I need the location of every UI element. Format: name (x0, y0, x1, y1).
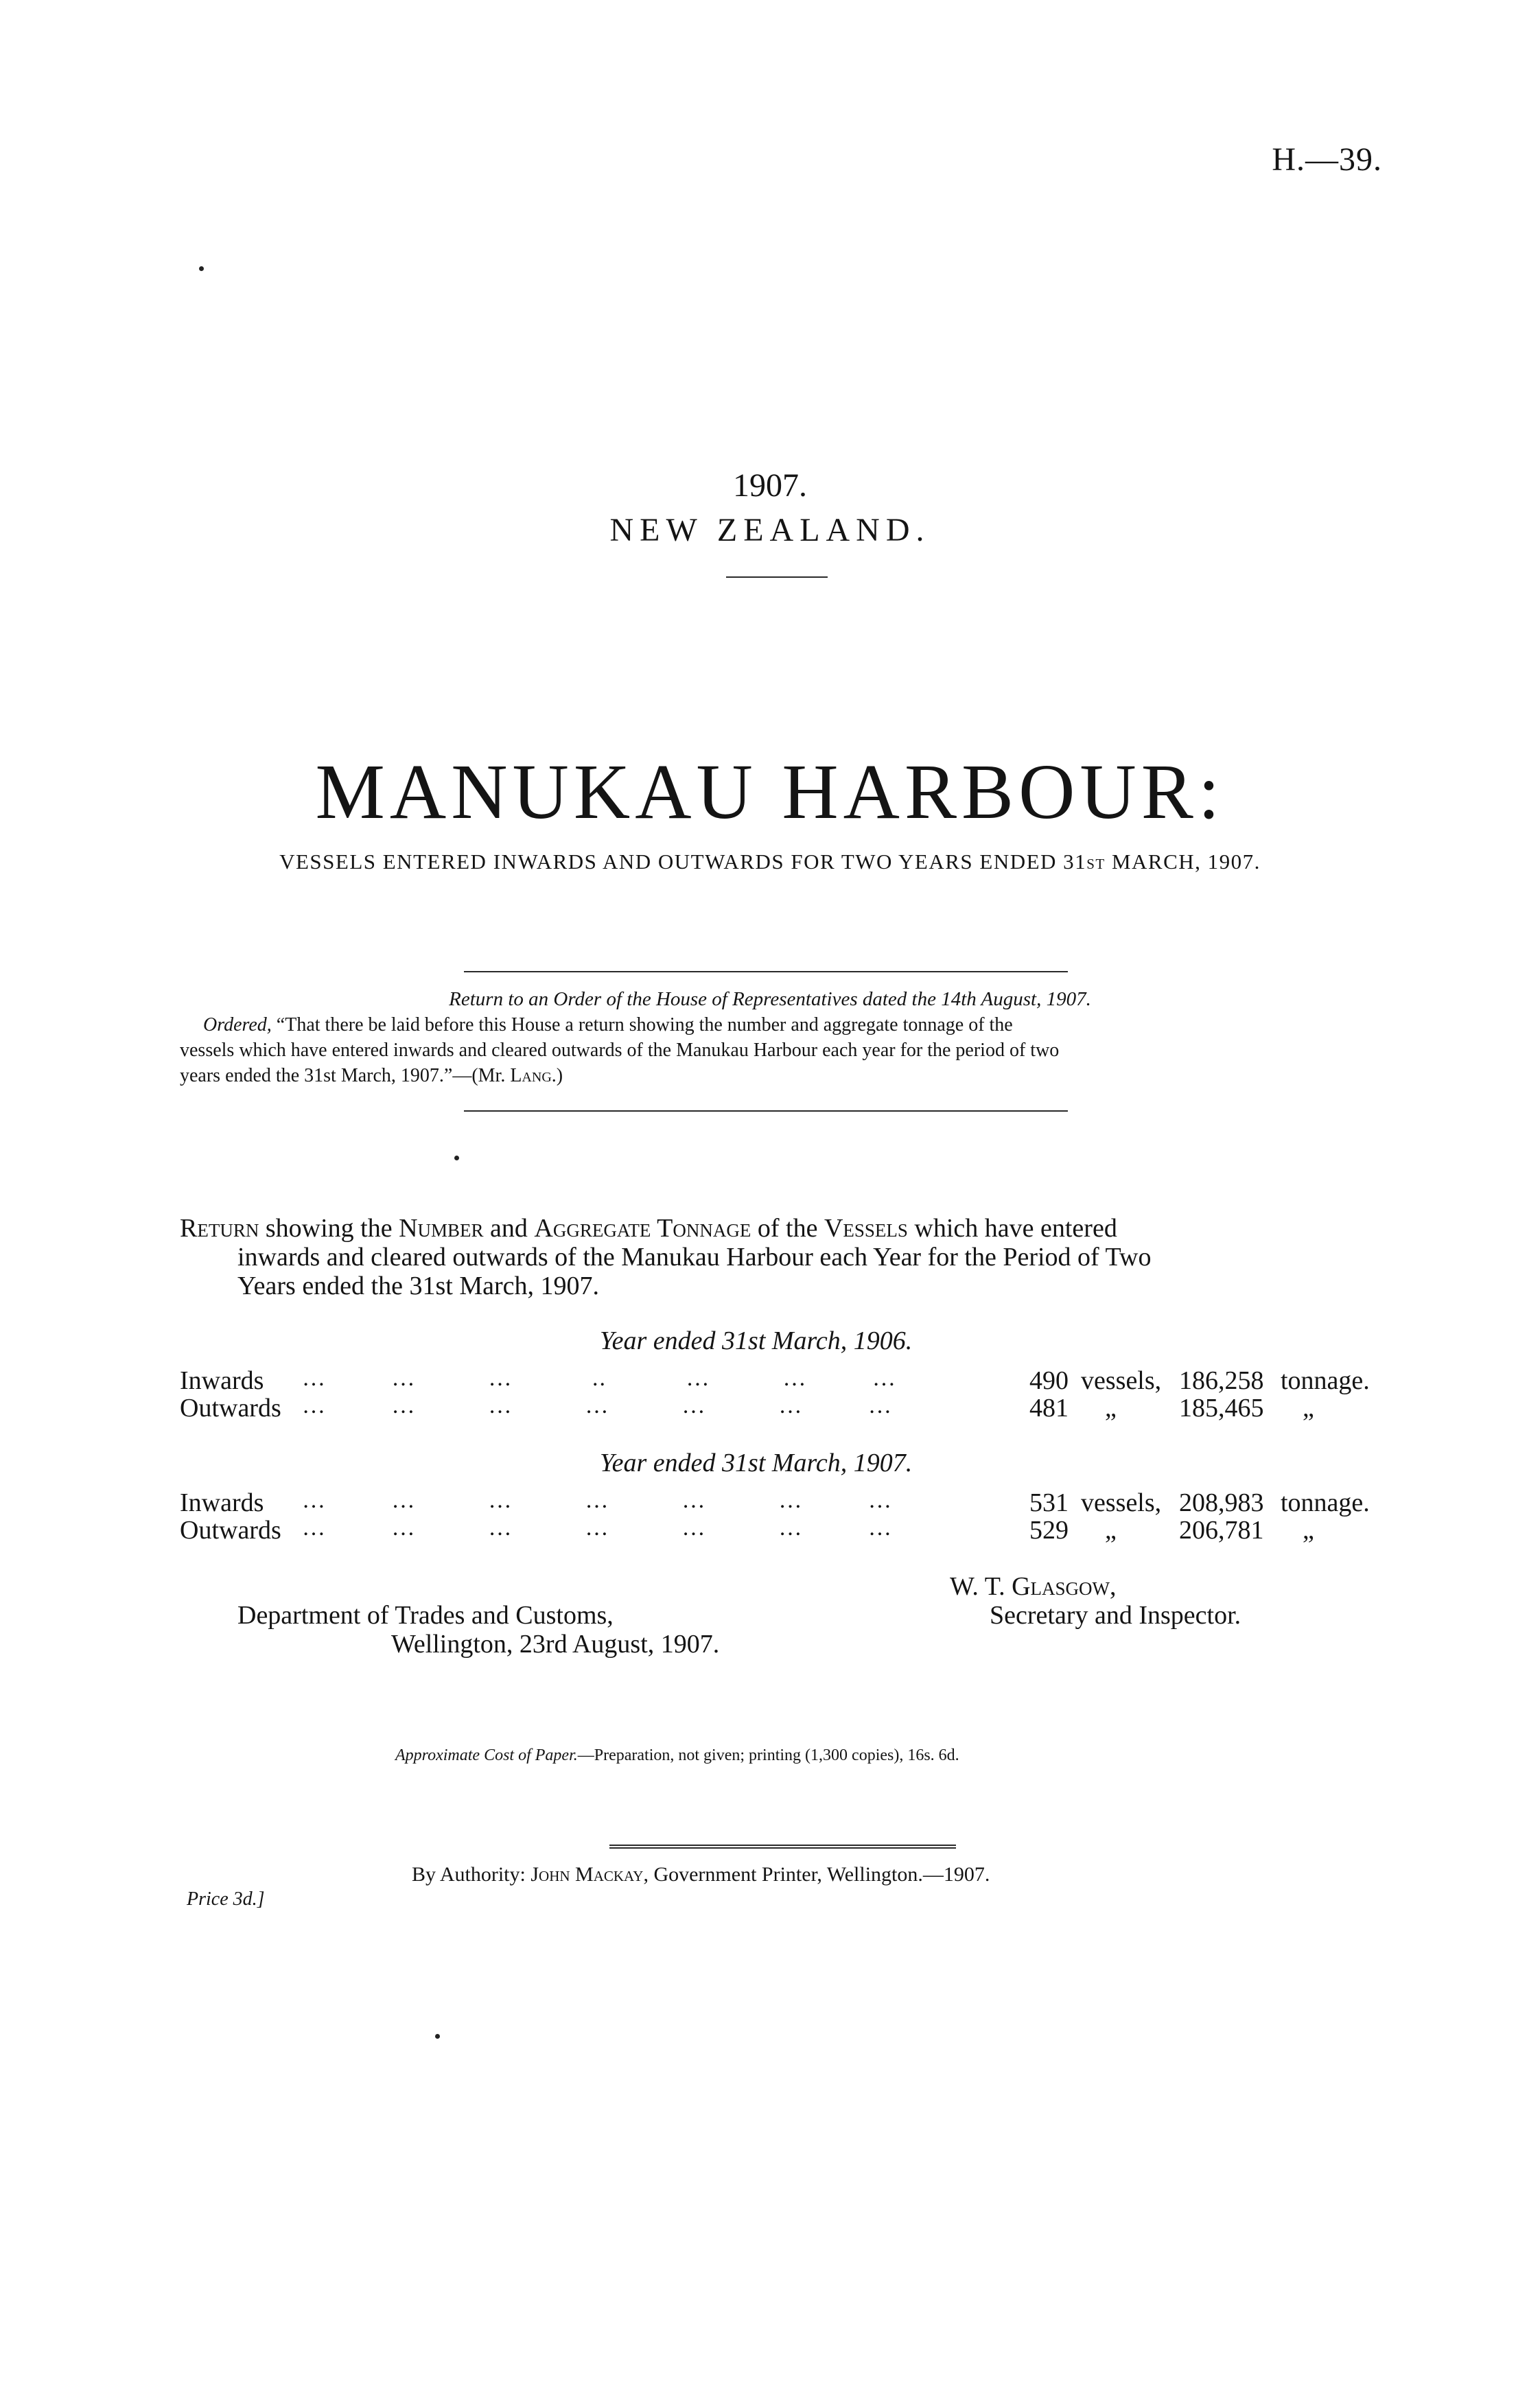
imprint-authority: By Authority: (412, 1863, 531, 1886)
signatory-title: Secretary and Inspector. (990, 1601, 1241, 1630)
vessel-count: 529 (1029, 1516, 1069, 1545)
row-label: Inwards (180, 1366, 264, 1395)
order-bottom-rule (464, 1110, 1068, 1112)
row-label: Outwards (180, 1394, 281, 1423)
return-text-h: which have entered (907, 1214, 1117, 1243)
imprint-rule (609, 1845, 956, 1849)
signatory-name (950, 1571, 1117, 1602)
vessel-count: 490 (1029, 1366, 1069, 1395)
tonnage-value: 185,465 (1179, 1394, 1264, 1423)
ordered-word: Ordered, (203, 1014, 272, 1035)
section-heading-1907: Year ended 31st March, 1907. (600, 1449, 913, 1477)
subtitle-main: VESSELS ENTERED INWARDS AND OUTWARDS FOR TWO YEARS ENDED 31 (279, 850, 1087, 874)
section-heading-1906: Year ended 31st March, 1906. (600, 1326, 913, 1355)
year-heading: 1907. (733, 467, 807, 504)
number-word: Number (399, 1214, 484, 1243)
ordered-line-2: vessels which have entered inwards and cleared outwards of the Manukau Harbour each year for the period of two (180, 1040, 1060, 1061)
tonnage-value: 208,983 (1179, 1488, 1264, 1517)
imprint-rest: , Government Printer, Wellington.—1907. (643, 1863, 990, 1886)
vessel-count: 531 (1029, 1488, 1069, 1517)
tonnage-value: 186,258 (1179, 1366, 1264, 1395)
speck (199, 266, 204, 271)
ordered-text-3: years ended the 31st March, 1907.”—(Mr. (180, 1065, 511, 1086)
ditto-mark: „ (1105, 1516, 1117, 1545)
subtitle-sup: ST (1086, 856, 1106, 872)
signatory-comma: , (1110, 1572, 1117, 1601)
row-label: Inwards (180, 1488, 264, 1517)
signatory-initials: W. T. (950, 1572, 1012, 1601)
return-text-d: and (483, 1214, 535, 1243)
speck (454, 1156, 459, 1160)
cost-text: —Preparation, not given; printing (1,300 copies), 16s. 6d. (577, 1746, 959, 1764)
return-text-b: showing the (259, 1214, 399, 1243)
row-label: Outwards (180, 1516, 281, 1545)
imprint-printer-name: John Mackay (530, 1863, 644, 1886)
return-heading-line-1 (180, 1213, 1117, 1243)
document-code: H.—39. (1272, 141, 1382, 178)
return-text-f: of the (751, 1214, 824, 1243)
ordered-line-3 (180, 1065, 563, 1087)
return-order-line: Return to an Order of the House of Representatives dated the 14th August, 1907. (449, 988, 1091, 1010)
title-divider (726, 576, 828, 578)
tonnage-value: 206,781 (1179, 1516, 1264, 1545)
price-label: Price 3d.] (187, 1888, 265, 1910)
country-heading: NEW ZEALAND. (609, 512, 931, 548)
ditto-mark: „ (1105, 1394, 1117, 1423)
aggregate-tonnage-words: Aggregate Tonnage (534, 1214, 751, 1243)
leader-dots: … … … … … … … (302, 1393, 893, 1418)
subtitle-end: MARCH, 1907. (1105, 850, 1261, 874)
ordered-close: .) (551, 1065, 563, 1086)
tonnage-unit: tonnage. (1281, 1366, 1370, 1395)
vessels-word: Vessels (824, 1214, 908, 1243)
return-heading-line-3: Years ended the 31st March, 1907. (237, 1272, 599, 1300)
leader-dots: … … … .. … … … (302, 1366, 897, 1391)
leader-dots: … … … … … … … (302, 1488, 893, 1513)
ditto-mark: „ (1303, 1394, 1314, 1423)
ordered-text-1: “That there be laid before this House a return showing the number and aggregate tonnage of the (271, 1014, 1013, 1035)
vessel-unit: vessels, (1081, 1488, 1162, 1517)
document-subtitle (0, 850, 1540, 874)
vessel-unit: vessels, (1081, 1366, 1162, 1395)
ditto-mark: „ (1303, 1516, 1314, 1545)
speck (435, 2034, 440, 2039)
ordered-name: Lang (510, 1065, 552, 1086)
document-title: MANUKAU HARBOUR: (315, 748, 1225, 835)
cost-line (395, 1746, 959, 1765)
order-top-rule (464, 971, 1068, 972)
return-heading-line-2: inwards and cleared outwards of the Manukau Harbour each Year for the Period of Two (237, 1243, 1152, 1272)
cost-label: Approximate Cost of Paper. (395, 1746, 578, 1764)
department-line-1: Department of Trades and Customs, (237, 1601, 614, 1630)
vessel-count: 481 (1029, 1394, 1069, 1423)
leader-dots: … … … … … … … (302, 1515, 893, 1541)
imprint-line (412, 1863, 990, 1886)
department-line-2: Wellington, 23rd August, 1907. (391, 1630, 720, 1659)
signatory-surname: Glasgow (1012, 1572, 1110, 1601)
return-word: Return (180, 1214, 259, 1243)
tonnage-unit: tonnage. (1281, 1488, 1370, 1517)
ordered-line-1 (203, 1014, 1013, 1036)
